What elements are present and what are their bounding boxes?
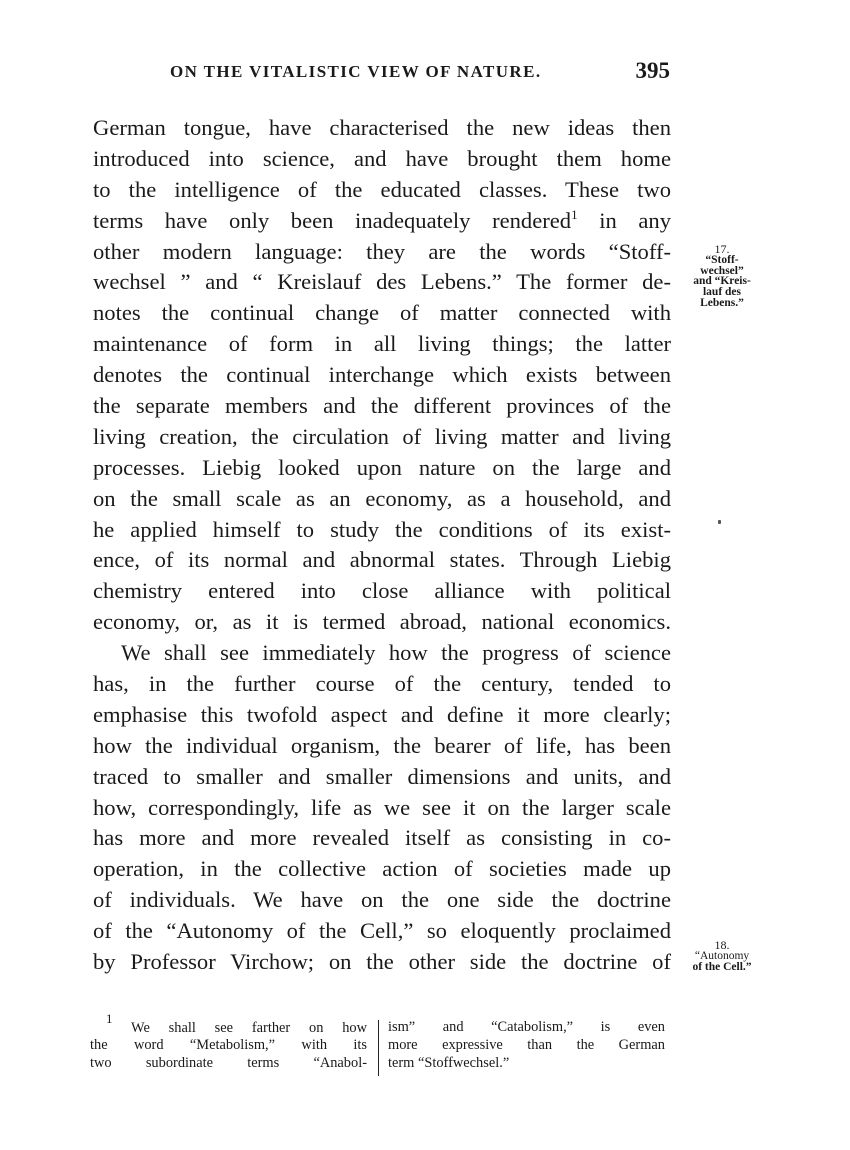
margin-note-line: “Stoff- [705,253,739,266]
footnote-line: term “Stoffwechsel.” [388,1054,510,1071]
body-line: emphasise this twofold aspect and define it more clearly; [93,701,671,727]
body-line: of individuals. We have on the one side the doctrine [93,887,671,913]
body-line: We shall see immediately how the progress of science [121,640,671,666]
running-title: ON THE VITALISTIC VIEW OF NATURE. [170,62,542,81]
body-line: how the individual organism, the bearer of life, has been [93,732,671,758]
body-line: wechsel ” and “ Kreislauf des Lebens.” The former de- [93,269,671,295]
body-line: living creation, the circulation of living matter and living [93,423,671,449]
body-line: notes the continual change of matter connected with [93,300,671,326]
body-line [93,206,671,237]
body-line: operation, in the collective action of societies made up [93,856,671,882]
footnote-reference: 1 [571,206,578,222]
body-line: denotes the continual interchange which exists between [93,362,671,388]
body-line: of the “Autonomy of the Cell,” so eloquently proclaimed [93,918,671,944]
footnote-line: more expressive than the German [388,1036,665,1053]
body-line: to the intelligence of the educated classes. These two [93,176,671,202]
body-line-text: terms have only been inadequately rendered [93,207,572,233]
margin-note-18 [677,940,767,972]
margin-note-line: of the Cell.” [692,960,752,973]
body-line: traced to smaller and smaller dimensions and units, and [93,763,671,789]
footnote-left-column [90,1011,367,1072]
footnote-line: the word “Metabolism,” with its [90,1036,367,1053]
body-line: how, correspondingly, life as we see it on the larger scale [93,794,671,820]
margin-note-number: 17. [714,242,730,256]
margin-note-line: wechsel” [700,264,744,277]
body-line: maintenance of form in all living things; the latter [93,331,671,357]
body-line: on the small scale as an economy, as a household, and [93,485,671,511]
body-text [93,113,671,978]
body-line: has, in the further course of the century, tended to [93,671,671,697]
margin-note-17 [677,244,767,309]
footnote-line-text: We shall see farther on how [112,1020,367,1036]
body-line: German tongue, have characterised the new ideas then [93,115,671,140]
body-line: other modern language: they are the words “Stoff- [93,238,671,264]
body-line: ence, of its normal and abnormal states. Through Liebig [93,547,671,573]
body-line: he applied himself to study the conditions of its exist- [93,516,671,542]
footnote-marker: 1 [106,1011,113,1026]
body-line: introduced into science, and have brought them home [93,145,671,171]
footnote-line [90,1011,367,1037]
body-line: chemistry entered into close alliance with political [93,578,671,604]
body-line: the separate members and the different provinces of the [93,393,671,419]
margin-note-line: and “Kreis- [693,275,751,288]
body-line: by Professor Virchow; on the other side the doctrine of [93,949,671,975]
margin-note-line: Lebens.” [700,296,744,309]
footnote-right-column [388,1019,665,1072]
margin-note-line: lauf des [702,286,742,299]
margin-note-line: “Autonomy [694,949,750,962]
footnote-line: ism” and “Catabolism,” is even [388,1019,665,1035]
print-speck [718,520,721,524]
page-number: 395 [635,58,670,83]
body-line: has more and more revealed itself as consisting in co- [93,825,671,851]
body-line-text: in any [577,207,671,233]
footnote-column-divider [378,1020,379,1076]
body-line: economy, or, as it is termed abroad, national economics. [93,609,671,635]
footnote-line: two subordinate terms “Anabol- [90,1054,367,1071]
body-line: processes. Liebig looked upon nature on the large and [93,454,671,480]
margin-note-number: 18. [714,938,730,952]
